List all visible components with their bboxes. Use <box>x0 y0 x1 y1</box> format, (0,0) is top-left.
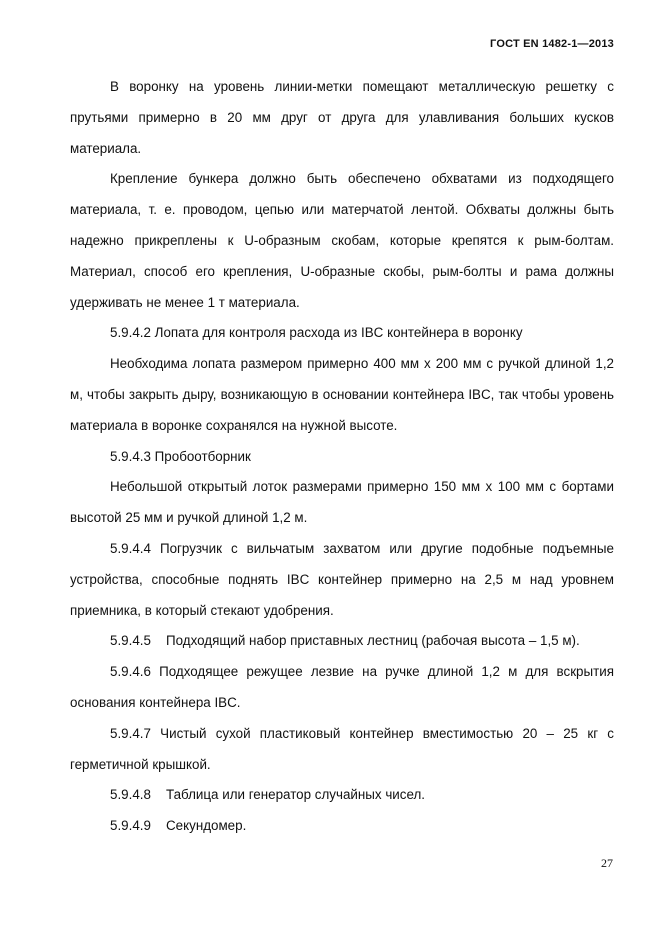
section-5946: 5.9.4.6 Подходящее режущее лезвие на ручке длиной 1,2 м для вскрытия основания контейнера IBC. <box>70 664 614 710</box>
section-5949-number: 5.9.4.9 <box>110 818 151 834</box>
paragraph-grid: В воронку на уровень линии-метки помещают металлическую решетку с прутьями примерно в 20 мм друг от друга для улавливания больших кусков материала. <box>70 79 614 156</box>
section-5942-text: Необходима лопата размером примерно 400 мм х 200 мм с ручкой длиной 1,2 м, чтобы закрыть дыру, возникающую в основании контейнера IBC, так чтобы уровень материала в воронке сохранялся на нужной высоте. <box>70 356 614 433</box>
section-5942-title: 5.9.4.2 Лопата для контроля расхода из IBC контейнера в воронку <box>110 325 523 341</box>
section-5943-title: 5.9.4.3 Пробоотборник <box>110 448 251 464</box>
section-5949-text: Секундомер. <box>166 818 247 834</box>
section-5949 <box>70 811 614 842</box>
section-5947: 5.9.4.7 Чистый сухой пластиковый контейнер вместимостью 20 – 25 кг с герметичной крышкой. <box>70 725 614 772</box>
section-5943-text: Небольшой открытый лоток размерами примерно 150 мм х 100 мм с бортами высотой 25 мм и ручкой длиной 1,2 м. <box>70 479 614 526</box>
section-5948 <box>70 780 614 811</box>
section-5945-text: Подходящий набор приставных лестниц (рабочая высота – 1,5 м). <box>166 633 580 649</box>
page-number: 27 <box>601 856 613 870</box>
section-5948-text: Таблица или генератор случайных чисел. <box>166 787 426 803</box>
section-5945-number: 5.9.4.5 <box>110 633 151 649</box>
paragraph-fastening: Крепление бункера должно быть обеспечено обхватами из подходящего материала, т. е. проводом, цепью или матерчатой лентой. Обхваты должны быть надежно прикреплены к U-образным скобам, которые крепятся к рым-болтам. Материал, способ его крепления, U-образные скобы, рым-болты и рама должны удерживать не менее 1 т материала. <box>70 171 614 310</box>
section-5944: 5.9.4.4 Погрузчик с вильчатым захватом или другие подобные подъемные устройства, способные поднять IBC контейнер примерно на 2,5 м над уровнем приемника, в который стекают удобрения. <box>70 540 614 618</box>
section-5945 <box>70 626 614 657</box>
page-header-standard: ГОСТ EN 1482-1—2013 <box>490 38 614 50</box>
section-5948-number: 5.9.4.8 <box>110 787 151 803</box>
document-body <box>70 72 614 842</box>
